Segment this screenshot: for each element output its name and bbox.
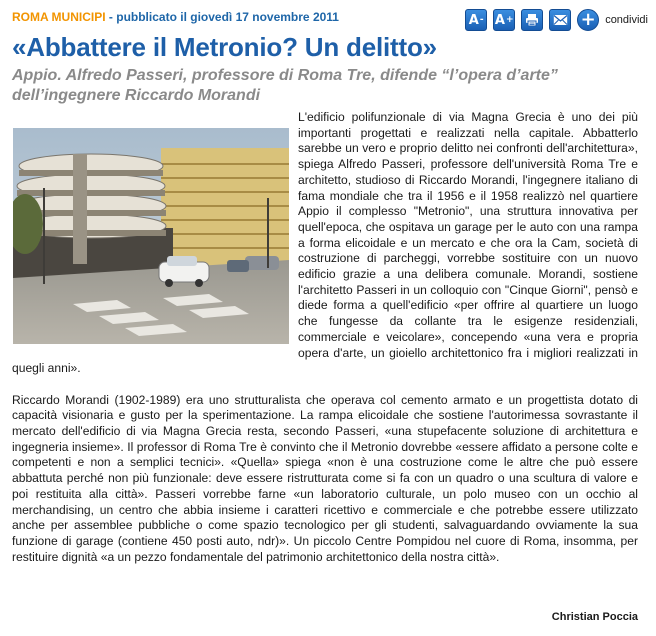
font-decrease-button[interactable] <box>465 9 487 31</box>
font-increase-letter: A <box>494 12 505 28</box>
article-tools <box>465 8 648 32</box>
metronio-building-photo <box>13 128 289 344</box>
print-icon <box>525 13 539 27</box>
font-decrease-mark: - <box>479 15 484 25</box>
font-increase-mark: + <box>505 15 514 25</box>
email-button[interactable] <box>549 9 571 31</box>
section-link[interactable]: ROMA MUNICIPI <box>12 10 106 24</box>
envelope-icon <box>553 14 568 26</box>
article-title: «Abbattere il Metronio? Un delitto» <box>12 32 437 62</box>
font-increase-button[interactable] <box>493 9 515 31</box>
article-paragraph: L'edificio polifunzionale di via Magna Grecia è uno dei più importanti progettati e realizzati nella capitale. Abbatterlo sarebbe un vero e proprio delitto nei confronti dell'architettura», spiega Alfredo Passeri, professore dell'università Roma Tre e architetto, studioso di Riccardo Morandi, l'ingegnere italiano di fama mondiale che tra il 1956 e il 1958 realizzò nel quartiere Appio il complesso "Metronio", una struttura innovativa per quell'epoca, che ospitava un garage per le auto con una rampa a forma elicoidale e un mercato e che ora la Cam, società di costruzione di parcheggi, vorrebbe sostituire con un nuovo edificio grazie a una delibera comunale. Morandi, sostiene l'architetto Passeri in un colloquio con "Cinque Giorni", pensò e diede forma a quell'edificio «per offrire al quartiere un luogo che fungesse da collante tra le esigenze residenziali, commerciale e veicolare», concependo «una vera e propria opera d'arte, un gioiello architettonico fra i migliori realizzati in quegli anni». <box>12 110 638 376</box>
font-decrease-letter: A <box>468 12 479 28</box>
add-icon[interactable]: + <box>577 9 599 31</box>
article-author: Christian Poccia <box>551 611 638 623</box>
article-paragraph: Riccardo Morandi (1902-1989) era uno strutturalista che operava col cemento armato e un progettista dotato di capacità visionaria e gusto per la sperimentazione. La rampa elicoidale che sostiene l'autorimessa sovrastante il mercato dell'edificio di via Magna Grecia resta, secondo Passeri, «una stupefacente soluzione di architettura e ingegneria insieme». Il professor di Roma Tre è convinto che il Metronio dovrebbe «essere affidato a persone colte e competenti e non a semplici tecnici». «Quella» spiega «non è una costruzione come le altre che può essere abbattuta perché non più funzionale: deve essere ristrutturata come si fa con un quadro o una scultura di valore e poi restituita alla città». Passeri vorrebbe farne «un laboratorio culturale, un polo museo con un occhio al merchandising, un centro che abbia insieme i caratteri ricettivo e commerciale e che potrebbe essere utilizzato anche per assemblee pubbliche o come spazio tecnologico per gli studenti, salvaguardando ovviamente la sua funzione di garage (contiene 450 posti auto, ndr)». Un piccolo Centre Pompidou nel cuore di Roma, insomma, per restituire dignità «a un pezzo fondamentale del patrimonio architettonico della nostra città». <box>12 392 638 564</box>
article-meta <box>12 10 339 24</box>
article-photo <box>13 128 289 344</box>
article-header-bar <box>12 8 648 32</box>
share-link[interactable]: condividi <box>605 14 648 26</box>
meta-separator: - <box>105 10 117 24</box>
publish-date: pubblicato il giovedì 17 novembre 2011 <box>116 10 339 24</box>
article-subtitle: Appio. Alfredo Passeri, professore di Roma Tre, difende “l’opera d’arte” dell’ingegnere Riccardo Morandi <box>12 67 558 104</box>
print-button[interactable] <box>521 9 543 31</box>
